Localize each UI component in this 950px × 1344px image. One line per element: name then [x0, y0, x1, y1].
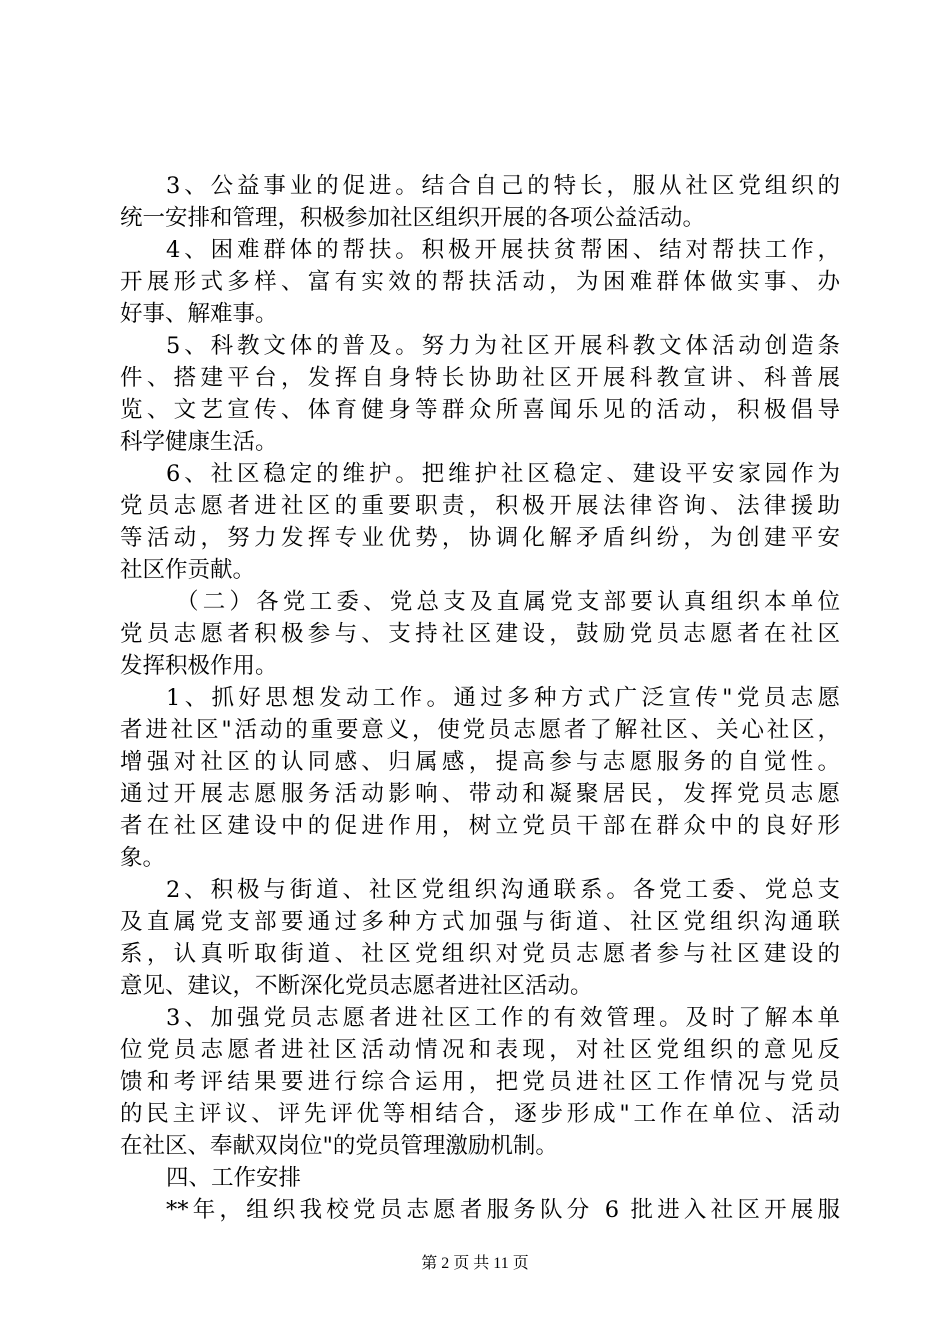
- text-line: 象。: [120, 845, 166, 871]
- text-line: 馈和考评结果要进行综合运用，把党员进社区工作情况与党员: [120, 1069, 840, 1095]
- text-line: 1、抓好思想发动工作。通过多种方式广泛宣传"党员志愿: [166, 685, 840, 711]
- text-line: 四、工作安排: [166, 1165, 302, 1191]
- text-line: 发挥积极作用。: [120, 653, 278, 679]
- text-line: 增强对社区的认同感、归属感，提高参与志愿服务的自觉性。: [120, 749, 840, 775]
- text-line: 位党员志愿者进社区活动情况和表现，对社区党组织的意见反: [120, 1037, 840, 1063]
- text-line: 系，认真听取街道、社区党组织对党员志愿者参与社区建设的: [120, 941, 840, 967]
- text-line: 者进社区"活动的重要意义，使党员志愿者了解社区、关心社区，: [120, 717, 840, 743]
- document-body: [120, 170, 840, 1226]
- text-line: 3、公益事业的促进。结合自己的特长，服从社区党组织的: [166, 173, 840, 199]
- text-line: 5、科教文体的普及。努力为社区开展科教文体活动创造条: [166, 333, 840, 359]
- text-line: 等活动，努力发挥专业优势，协调化解矛盾纠纷，为创建平安: [120, 525, 840, 551]
- text-line: 览、文艺宣传、体育健身等群众所喜闻乐见的活动，积极倡导: [120, 397, 840, 423]
- page-footer: [0, 1254, 950, 1274]
- text-line: 3、加强党员志愿者进社区工作的有效管理。及时了解本单: [166, 1005, 840, 1031]
- text-line: 党员志愿者积极参与、支持社区建设，鼓励党员志愿者在社区: [120, 621, 840, 647]
- text-line: 意见、建议，不断深化党员志愿者进社区活动。: [120, 973, 593, 999]
- text-line: 及直属党支部要通过多种方式加强与街道、社区党组织沟通联: [120, 909, 840, 935]
- page-number: 第 2 页 共 11 页: [421, 1255, 529, 1272]
- text-line: 开展形式多样、富有实效的帮扶活动，为困难群体做实事、办: [120, 269, 840, 295]
- text-line: 者在社区建设中的促进作用，树立党员干部在群众中的良好形: [120, 813, 840, 839]
- text-line: **年，组织我校党员志愿者服务队分 6 批进入社区开展服: [166, 1197, 840, 1223]
- text-line: （二）各党工委、党总支及直属党支部要认真组织本单位: [176, 589, 840, 615]
- text-line: 通过开展志愿服务活动影响、带动和凝聚居民，发挥党员志愿: [120, 781, 840, 807]
- text-line: 在社区、奉献双岗位"的党员管理激励机制。: [120, 1133, 558, 1159]
- text-line: 4、困难群体的帮扶。积极开展扶贫帮困、结对帮扶工作，: [166, 237, 840, 263]
- text-line: 社区作贡献。: [120, 557, 256, 583]
- text-line: 的民主评议、评先评优等相结合，逐步形成"工作在单位、活动: [120, 1101, 840, 1127]
- text-line: 党员志愿者进社区的重要职责，积极开展法律咨询、法律援助: [120, 493, 840, 519]
- text-line: 件、搭建平台，发挥自身特长协助社区开展科教宣讲、科普展: [120, 365, 840, 391]
- text-line: 科学健康生活。: [120, 429, 278, 455]
- text-line: 2、积极与街道、社区党组织沟通联系。各党工委、党总支: [166, 877, 840, 903]
- text-line: 6、社区稳定的维护。把维护社区稳定、建设平安家园作为: [166, 461, 840, 487]
- text-line: 好事、解难事。: [120, 301, 278, 327]
- text-line: 统一安排和管理，积极参加社区组织开展的各项公益活动。: [120, 205, 706, 231]
